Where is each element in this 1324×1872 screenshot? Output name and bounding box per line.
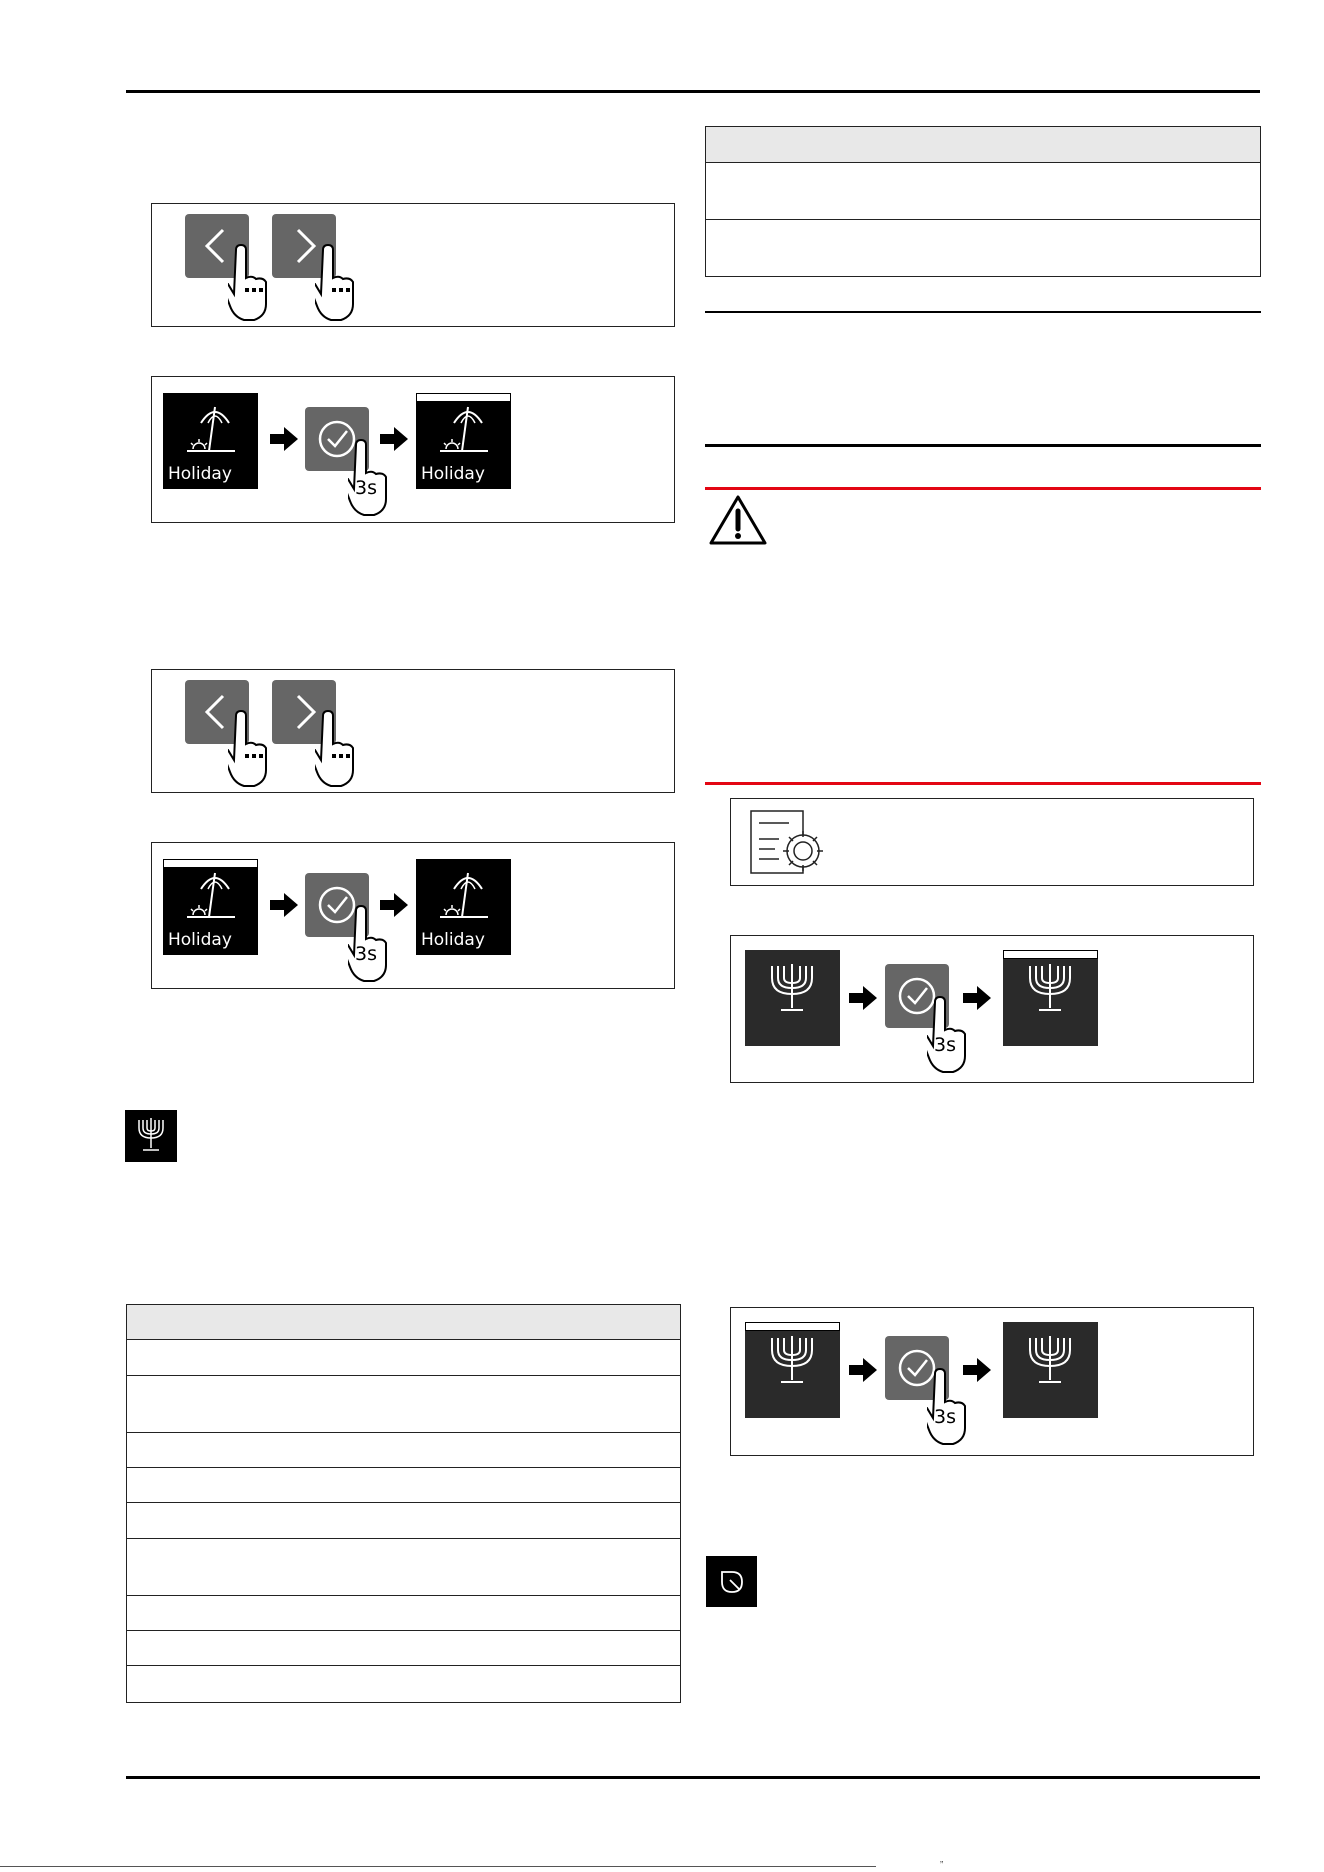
table-row [127,1665,680,1701]
duration-label: 3s [355,477,377,499]
arrow-right-icon [270,427,300,451]
duration-label: 3s [934,1034,956,1056]
screen-label: Holiday [421,930,485,950]
beach-umbrella-icon [416,393,511,463]
arrow-right-icon [380,893,410,917]
arrow-right-icon [270,893,300,917]
pointer-hand-icon [228,244,268,324]
warning-top-rule [705,487,1261,490]
duration-label: 3s [934,1406,956,1428]
header-rule [126,90,1260,93]
arrow-right-icon [849,1358,879,1382]
pointer-hand-icon [315,244,355,324]
sabbath-mode-icon [125,1110,177,1162]
holiday-activate-figure [151,376,675,523]
holiday-deactivate-figure [151,842,675,989]
pointer-hand-icon [228,710,268,790]
holiday-screen-on [163,859,258,955]
table-row [127,1538,680,1595]
right-info-table [705,126,1261,277]
table-row [127,1502,680,1538]
menorah-icon [745,1322,840,1418]
sabbath-screen-off [745,950,840,1046]
holiday-screen-off [416,859,511,955]
sabbath-activate-figure [730,935,1254,1083]
table-row [706,219,1260,275]
arrow-right-icon [963,986,993,1010]
sabbath-screen-off [1003,1322,1098,1418]
screen-label: Holiday [421,464,485,484]
table-header-row [706,127,1260,162]
menorah-icon [745,950,840,1046]
beach-umbrella-icon [163,859,258,929]
menorah-icon [125,1110,177,1162]
arrow-right-icon [849,986,879,1010]
menorah-icon [1003,950,1098,1046]
left-info-table [126,1304,681,1703]
table-header-row [127,1305,680,1339]
footer-fragment: ” [940,1860,944,1871]
table-row [127,1339,680,1375]
arrow-right-icon [380,427,410,451]
table-row [127,1630,680,1665]
menorah-icon [1003,1322,1098,1418]
sabbath-screen-on [1003,950,1098,1046]
arrow-right-icon [963,1358,993,1382]
sabbath-deactivate-figure [730,1307,1254,1456]
table-row [127,1375,680,1432]
bottom-hairline [0,1866,876,1867]
table-row [706,162,1260,219]
nav-buttons-figure [151,669,675,793]
beach-umbrella-icon [163,393,258,463]
table-row [127,1595,680,1630]
footer-rule [126,1776,1260,1779]
section-rule [705,444,1261,447]
pointer-hand-icon [315,710,355,790]
nav-buttons-figure [151,203,675,327]
table-row [127,1467,680,1502]
leaf-icon [706,1556,757,1607]
holiday-screen-on [416,393,511,489]
screen-label: Holiday [168,464,232,484]
sabbath-screen-on [745,1322,840,1418]
service-note-box [730,798,1254,886]
settings-document-icon [749,809,827,879]
screen-label: Holiday [168,930,232,950]
warning-triangle-icon [708,494,768,546]
holiday-screen-off [163,393,258,489]
beach-umbrella-icon [416,859,511,929]
warning-bottom-rule [705,782,1261,785]
eco-mode-icon [706,1556,757,1607]
section-rule [705,311,1261,313]
table-row [127,1432,680,1467]
duration-label: 3s [355,943,377,965]
